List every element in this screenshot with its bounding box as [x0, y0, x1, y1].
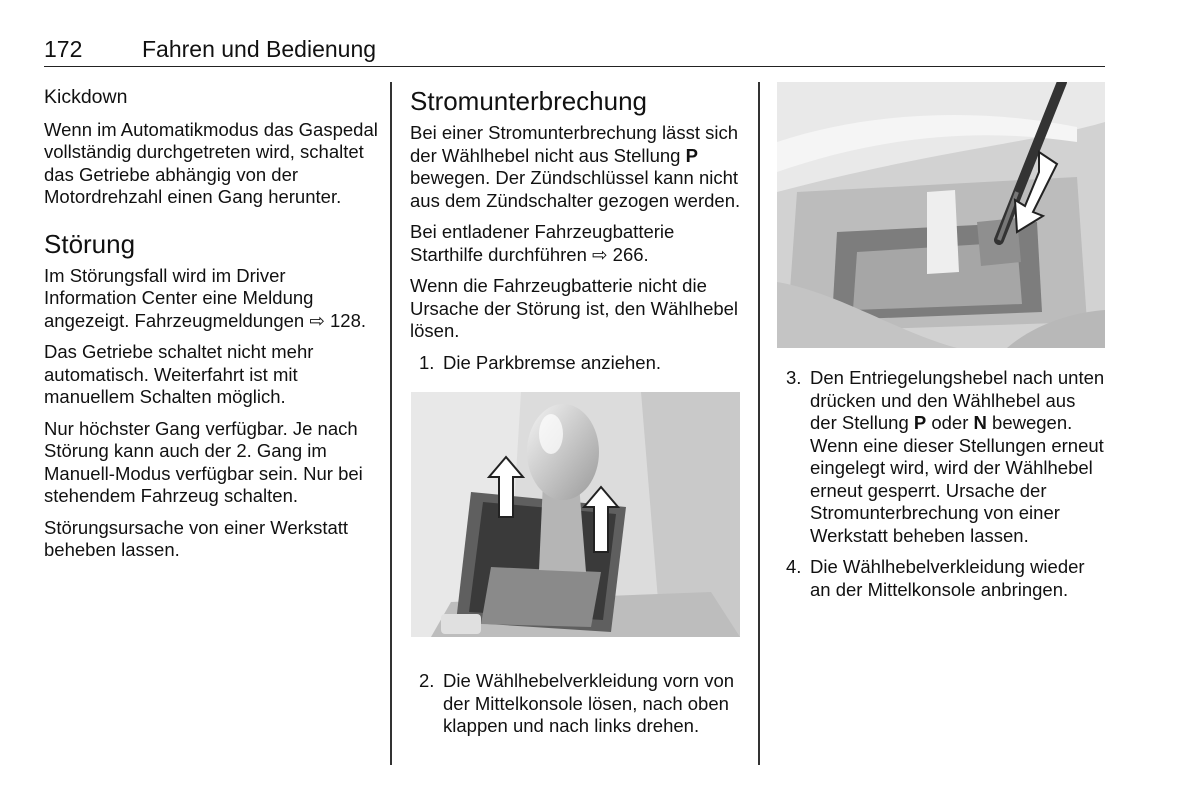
- column-right: [777, 367, 1107, 610]
- column-left: [44, 86, 378, 571]
- step-1: 1. Die Parkbremse anziehen.: [419, 351, 661, 373]
- step-2: 2. Die Wählhebelverkleidung vorn von der Mittelkonsole lösen, nach oben klappen und nach links drehen.: [419, 670, 735, 736]
- release-lever-illustration: [777, 82, 1105, 348]
- gear-lever-illustration: [411, 392, 740, 637]
- strom-paragraph-3: Wenn die Fahrzeugbatterie nicht die Ursache der Störung ist, den Wählhebel lösen.: [410, 275, 739, 341]
- strom-paragraph-1: Bei einer Stromunterbrechung lässt sich der Wählhebel nicht aus Stellung P bewegen. Der Zündschlüssel kann nicht aus dem Zündschalter gezogen werden.: [410, 122, 741, 211]
- column-middle-lower: [410, 670, 745, 747]
- stoerung-paragraph-4: Störungsursache von einer Werkstatt beheben lassen.: [44, 516, 349, 560]
- stromunterbrechung-heading: Stromunterbrechung: [410, 86, 648, 116]
- page-header: [44, 34, 1105, 67]
- kickdown-heading: Kickdown: [44, 86, 128, 108]
- stoerung-paragraph-1: Im Störungsfall wird im Driver Information Center eine Meldung angezeigt. Fahrzeugmeldungen ⇨ 128.: [44, 264, 366, 331]
- page-number: 172: [44, 36, 83, 62]
- column-middle: [410, 86, 745, 383]
- stoerung-heading: Störung: [44, 228, 136, 259]
- strom-paragraph-2: Bei entladener Fahrzeugbatterie Starthilfe durchführen ⇨ 266.: [410, 221, 675, 265]
- column-divider-left: [390, 82, 392, 765]
- chapter-title: Fahren und Bedienung: [142, 36, 377, 62]
- kickdown-text: Wenn im Automatikmodus das Gaspedal vollständig durchgetreten wird, schaltet das Getriebe abhängig von der Motordrehzahl einen Gang herunter.: [44, 118, 378, 207]
- step-4: 4. Die Wählhebelverkleidung wieder an der Mittelkonsole anbringen.: [786, 556, 1085, 600]
- column-divider-right: [758, 82, 760, 765]
- stoerung-paragraph-3: Nur höchster Gang verfügbar. Je nach Störung kann auch der 2. Gang im Manuell-Modus verfügbar sein. Nur bei stehendem Fahrzeug schalten.: [44, 417, 363, 506]
- release-lever-drawing: [777, 82, 1105, 348]
- step-3: 3. Den Entriegelungshebel nach unten drücken und den Wählhebel aus der Stellung P oder N bewegen. Wenn eine dieser Stellungen erneut eingelegt wird, wird der Wählhebel erneut gesperrt. Ursache der Stromunterbrechung von einer Werkstatt beheben lassen.: [786, 367, 1105, 546]
- gear-lever-drawing: [411, 392, 740, 637]
- stoerung-paragraph-2: Das Getriebe schaltet nicht mehr automatisch. Weiterfahrt ist mit manuellem Schalten möglich.: [44, 341, 314, 407]
